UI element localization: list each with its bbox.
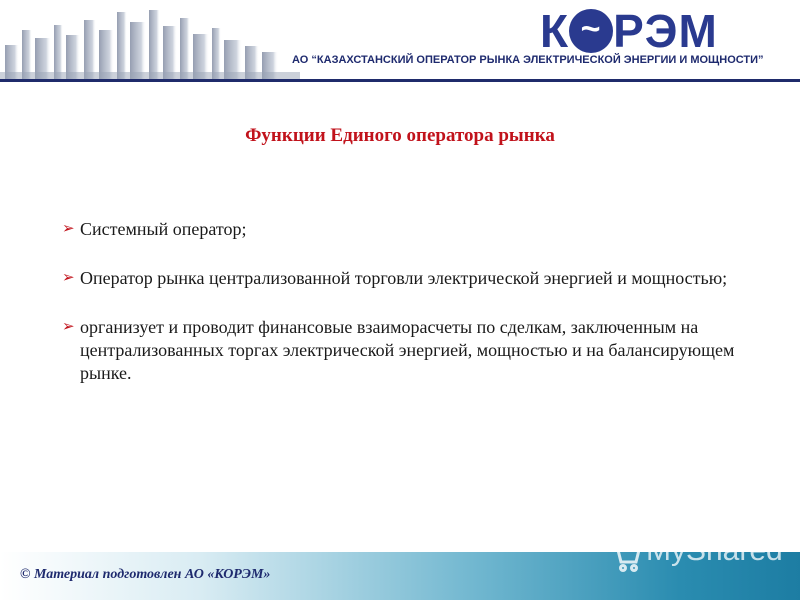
header-divider: [0, 79, 800, 82]
list-item-text: Системный оператор;: [80, 219, 247, 239]
cart-icon: [608, 540, 642, 574]
arrow-bullet-icon: ➢: [62, 319, 75, 335]
list-item: [62, 267, 762, 290]
list-item: [62, 316, 762, 385]
list-item-text: Оператор рынка централизованной торговли электрической энергией и мощностью;: [80, 268, 728, 288]
list-item-text: организует и проводит финансовые взаиморасчеты по сделкам, заключенным на централизованных торгах электрической энергией, мощностью и на балансирующем рынке.: [80, 317, 735, 383]
footer-credit: © Материал подготовлен АО «КОРЭМ»: [20, 567, 271, 582]
list-item: [62, 218, 762, 241]
logo-letters-rem: РЭМ: [613, 5, 718, 57]
functions-list: [62, 218, 762, 411]
logo-letter-k: К: [540, 5, 570, 57]
arrow-bullet-icon: ➢: [62, 270, 75, 286]
company-name: АО “КАЗАХСТАНСКИЙ ОПЕРАТОР РЫНКА ЭЛЕКТРИЧЕСКОЙ ЭНЕРГИИ И МОЩНОСТИ”: [292, 54, 764, 66]
arrow-bullet-icon: ➢: [62, 221, 75, 237]
korem-logo: [540, 6, 795, 56]
slide-header: [0, 0, 800, 85]
city-skyline-image: [0, 0, 300, 85]
slide-title: Функции Единого оператора рынка: [245, 125, 555, 146]
logo-wave-icon: ~: [569, 9, 613, 53]
watermark-text: MyShared: [646, 534, 783, 567]
